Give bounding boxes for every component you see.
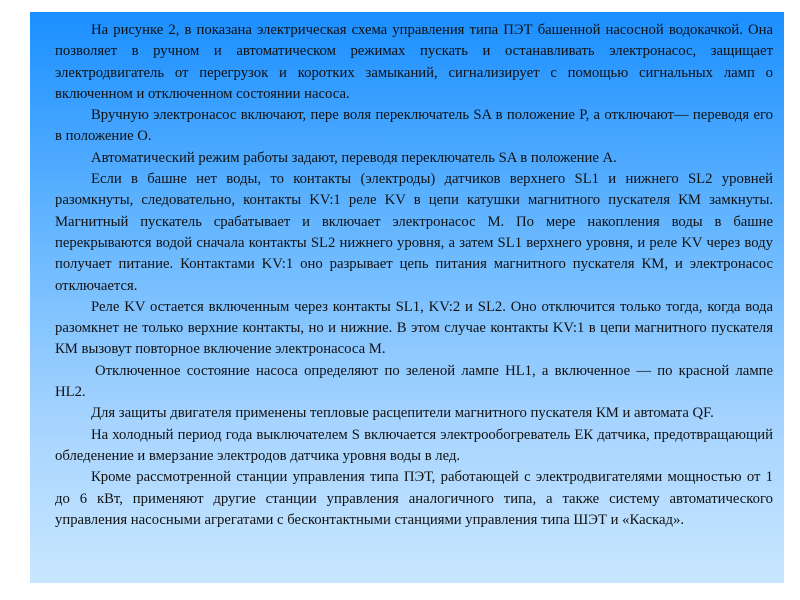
paragraph-other-stations: Кроме рассмотренной станции управления типа ПЭТ, работающей с электродвигателями мощностью от 1 до 6 кВт, применяют другие станции управления аналогичного типа, а также систему автоматического управления насосными агрегатами с бесконтактными станциями управления типа ШЭТ и «Каскад». xyxy=(55,469,773,528)
paragraph-auto-mode: Автоматический режим работы задают, переводя переключатель SA в положение А. xyxy=(91,149,617,166)
paragraph-relay-kv: Реле KV остается включенным через контакты SL1, KV:2 и SL2. Оно отключится только тогда, когда вода разомкнет не только верхние контакты, но и нижние. В этом случае контакты KV:1 в цепи магнитного пускателя КМ вызовут повторное включение электронасоса М. xyxy=(55,298,773,358)
paragraph-scheme-intro: На рисунке 2, в показана электрическая схема управления типа ПЭТ башенной насосной водокачкой. Она позволяет в ручном и автоматическом режимах пускать и останавливать электронасос, защищает электродвигатель от перегрузок и коротких замыканий, сигнализирует с помощью сигнальных ламп о включенном и отключенном состоянии насоса. xyxy=(55,22,773,102)
paragraph-lamps: Отключенное состояние насоса определяют по зеленой лампе HL1, а включенное — по красной лампе HL2. xyxy=(55,362,773,401)
document-text xyxy=(55,20,773,531)
paragraph-manual-mode: Вручную электронасос включают, пере воля переключатель SA в положение Р, а отключают— переводя его в положение О. xyxy=(55,107,773,145)
paragraph-heater: На холодный период года выключателем S включается электрообогреватель ЕК датчика, предотвращающий обледенение и вмерзание электродов датчика уровня воды в лед. xyxy=(55,426,773,464)
paragraph-protection: Для защиты двигателя применены тепловые расцепители магнитного пускателя КМ и автомата QF. xyxy=(91,405,714,422)
slide-background xyxy=(30,12,784,583)
paragraph-no-water: Если в башне нет воды, то контакты (электроды) датчиков верхнего SL1 и нижнего SL2 уровней разомкнуты, следовательно, контакты KV:1 реле KV в цепи катушки магнитного пускателя КМ замкнуты. Магнитный пускатель срабатывает и включает электронасос М. По мере накопления воды в башне перекрываются водой сначала контакты SL2 нижнего уровня, а затем SL1 верхнего уровня, и реле KV через воду получает питание. Контактами KV:1 оно разрывает цепь питания магнитного пускателя КМ, и электронасос отключается. xyxy=(55,171,773,294)
